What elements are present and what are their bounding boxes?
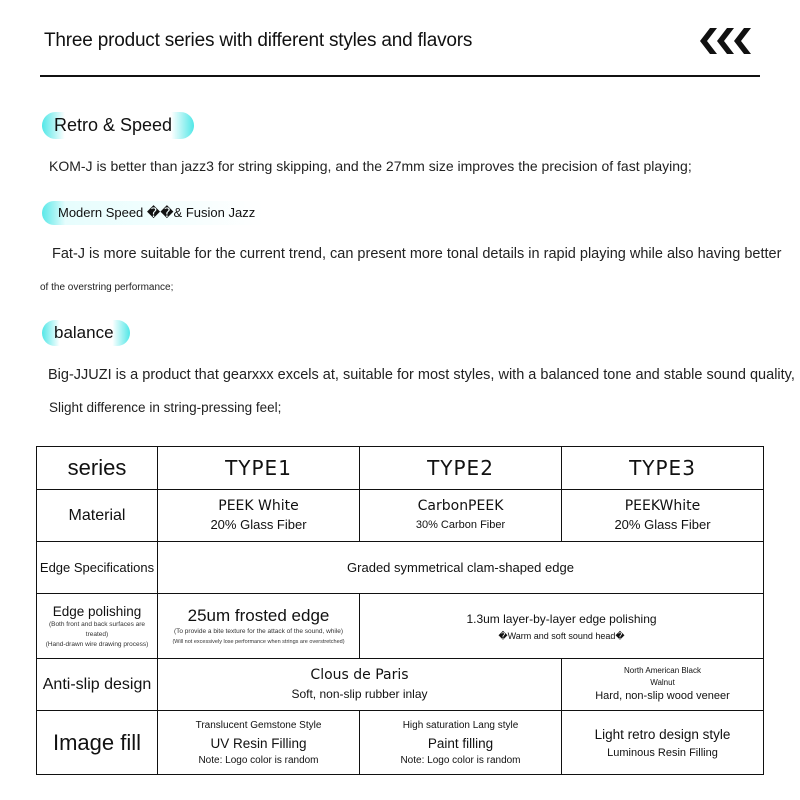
edge-spec-value: Graded symmetrical clam-shaped edge [158,542,764,594]
image-fill-style: Translucent Gemstone Style [195,720,322,731]
anti-slip-wood: Walnut [650,678,675,687]
anti-slip-sub: Soft, non-slip rubber inlay [291,687,428,701]
table-row-edge-polish [37,594,764,659]
anti-slip-sub: Hard, non-slip wood veneer [595,690,730,702]
section-description: KOM-J is better than jazz3 for string skipping, and the 27mm size improves the precision of fast playing; [49,158,692,174]
anti-slip-cell-type12 [158,659,562,711]
material-name: PEEK White [218,498,299,514]
section-description: Fat-J is more suitable for the current trend, can present more tonal details in rapid playing while also having better [52,246,782,262]
material-cell-type3 [562,490,764,542]
section-description-continued: of the overstring performance; [40,282,174,293]
header-cell-type2: TYPE2 [360,447,562,490]
edge-polish-note: (Both front and back surfaces are treated) [48,620,146,638]
spec-table [36,446,764,775]
image-fill-main: Light retro design style [594,726,731,742]
row-label-edge-polish: Edge polishing [52,603,142,619]
material-name: CarbonPEEK [417,498,504,514]
edge-polish-note: (Will not excessively lose performance when strings are overstretched) [172,639,345,645]
material-composition: 20% Glass Fiber [614,517,711,532]
section-description-continued: Slight difference in string-pressing feel; [49,400,282,415]
triple-chevron-left-icon [700,28,752,54]
table-row-image-fill [37,711,764,775]
image-fill-cell-type1 [158,711,360,775]
edge-polish-note: (To provide a bite texture for the attack of the sound, while) [173,628,344,635]
header-cell-type3: TYPE3 [562,447,764,490]
edge-polish-cell-type1 [158,594,360,659]
image-fill-main: UV Resin Filling [210,736,307,751]
edge-polish-cell-type23 [360,594,764,659]
image-fill-cell-type3 [562,711,764,775]
row-label-image-fill: Image fill [37,711,158,775]
material-composition: 20% Glass Fiber [210,517,307,532]
edge-polish-sub: �Warm and soft sound head� [498,631,625,641]
table-row-header [37,447,764,490]
material-cell-type1 [158,490,360,542]
header-cell-series: series [37,447,158,490]
row-label-anti-slip: Anti-slip design [37,659,158,711]
section-description: Big-JJUZI is a product that gearxxx excels at, suitable for most styles, with a balanced tone and stable sound quality, [48,367,795,383]
edge-polish-process-note: (Hand-drawn wire drawing process) [45,640,149,648]
table-row-anti-slip [37,659,764,711]
image-fill-cell-type2 [360,711,562,775]
edge-polish-main: 25um frosted edge [187,606,330,625]
image-fill-note: Note: Logo color is random [198,755,319,766]
anti-slip-main: Clous de Paris [310,667,409,683]
image-fill-sub: Luminous Resin Filling [607,746,718,759]
row-label-edge-spec: Edge Specifications [37,542,158,594]
anti-slip-wood: North American Black [624,666,701,675]
image-fill-style: High saturation Lang style [402,720,519,731]
edge-polish-main: 1.3um layer-by-layer edge polishing [466,612,657,626]
section-label-retro-speed: Retro & Speed [42,112,194,139]
row-label-material: Material [37,490,158,542]
image-fill-note: Note: Logo color is random [400,755,521,766]
image-fill-main: Paint filling [427,736,494,751]
anti-slip-cell-type3 [562,659,764,711]
table-row-edge-spec [37,542,764,594]
page-title: Three product series with different styles and flavors [44,30,473,51]
header-cell-type1: TYPE1 [158,447,360,490]
material-name: PEEKWhite [624,498,701,514]
section-label-balance: balance [42,320,130,346]
table-row-material [37,490,764,542]
row-label-edge-polish-cell [37,594,158,659]
material-cell-type2 [360,490,562,542]
section-label-modern-speed: Modern Speed ��& Fusion Jazz [42,201,275,225]
header-divider [40,75,760,77]
material-composition: 30% Carbon Fiber [415,519,506,531]
